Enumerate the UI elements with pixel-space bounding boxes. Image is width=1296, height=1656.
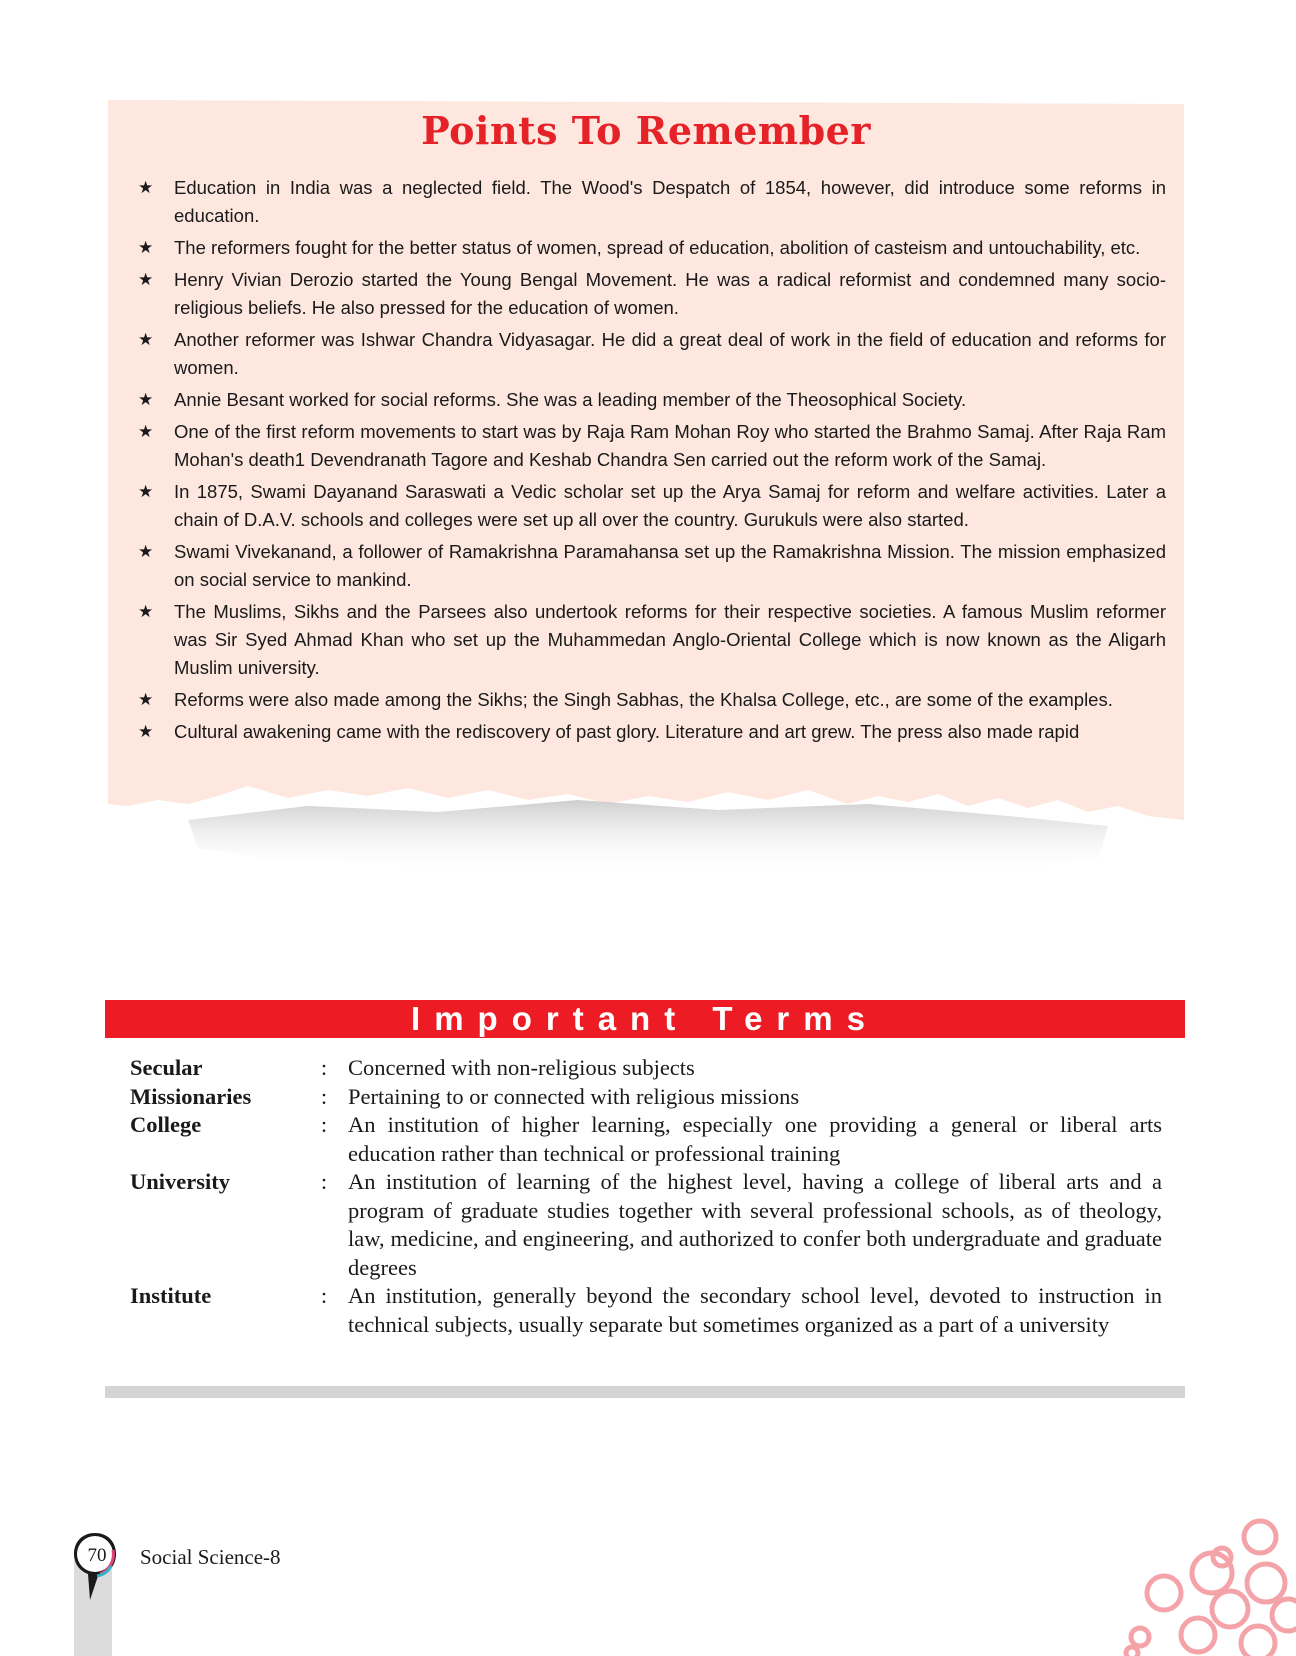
point-text: The Muslims, Sikhs and the Parsees also undertook reforms for their respective societies. A famous Muslim reformer was Sir Syed Ahmad Khan who set up the Muhammedan Anglo-Oriental College which is now known as the Aligarh Muslim university. (174, 601, 1166, 678)
list-item (138, 386, 1166, 414)
star-bullet-icon: ★ (138, 178, 154, 197)
term-word: College (130, 1112, 202, 1137)
term-row (130, 1282, 1162, 1339)
term-separator: : (320, 1169, 328, 1194)
list-item (138, 234, 1166, 262)
star-bullet-icon: ★ (138, 422, 154, 441)
important-terms-header: Important Terms (105, 1000, 1185, 1038)
list-item (138, 174, 1166, 230)
list-item (138, 418, 1166, 474)
point-text: In 1875, Swami Dayanand Saraswati a Vedic scholar set up the Arya Samaj for reform and welfare activities. Later a chain of D.A.V. schools and colleges were set up all over the country. Gurukuls were also started. (174, 481, 1166, 530)
term-word: Secular (130, 1055, 203, 1080)
term-separator: : (320, 1283, 328, 1308)
list-item (138, 718, 1166, 746)
term-row (130, 1054, 1162, 1083)
page-number: 70 (87, 1545, 107, 1566)
term-word: University (130, 1169, 230, 1194)
point-text: Annie Besant worked for social reforms. She was a leading member of the Theosophical Society. (174, 389, 967, 410)
list-item (138, 538, 1166, 594)
star-bullet-icon: ★ (138, 270, 154, 289)
point-text: One of the first reform movements to start was by Raja Ram Mohan Roy who started the Brahmo Samaj. After Raja Ram Mohan's death1 Devendranath Tagore and Keshab Chandra Sen carried out the reform work of the Samaj. (174, 421, 1166, 470)
list-item (138, 686, 1166, 714)
point-text: Education in India was a neglected field. The Wood's Despatch of 1854, however, did introduce some reforms in education. (174, 177, 1166, 226)
term-definition: An institution of higher learning, especially one providing a general or liberal arts education rather than technical or professional training (348, 1112, 1162, 1166)
star-bullet-icon: ★ (138, 690, 154, 709)
star-bullet-icon: ★ (138, 722, 154, 741)
term-definition: An institution, generally beyond the secondary school level, devoted to instruction in technical subjects, usually separate but sometimes organized as a part of a university (348, 1283, 1162, 1337)
star-bullet-icon: ★ (138, 330, 154, 349)
point-text: Swami Vivekanand, a follower of Ramakrishna Paramahansa set up the Ramakrishna Mission. The mission emphasized on social service to mankind. (174, 541, 1166, 590)
points-to-remember-title: Points To Remember (421, 108, 871, 153)
term-row (130, 1168, 1162, 1282)
point-text: Henry Vivian Derozio started the Young Bengal Movement. He was a radical reformist and condemned many socio-religious beliefs. He also pressed for the education of women. (174, 269, 1166, 318)
term-word: Institute (130, 1283, 212, 1308)
point-text: Cultural awakening came with the rediscovery of past glory. Literature and art grew. The press also made rapid (174, 721, 1080, 742)
star-bullet-icon: ★ (138, 482, 154, 501)
star-bullet-icon: ★ (138, 238, 154, 257)
term-definition: Pertaining to or connected with religious missions (348, 1083, 800, 1109)
star-bullet-icon: ★ (138, 542, 154, 561)
important-terms-table (130, 1054, 1162, 1339)
term-separator: : (320, 1112, 328, 1137)
list-item (138, 478, 1166, 534)
term-row (130, 1111, 1162, 1168)
point-text: Another reformer was Ishwar Chandra Vidyasagar. He did a great deal of work in the field of education and reforms for women. (174, 329, 1166, 378)
list-item (138, 266, 1166, 322)
terms-bottom-rule (105, 1386, 1185, 1398)
list-item (138, 326, 1166, 382)
star-bullet-icon: ★ (138, 602, 154, 621)
decorative-circles-icon (1120, 1515, 1296, 1656)
term-definition: Concerned with non-religious subjects (348, 1055, 695, 1080)
point-text: The reformers fought for the better status of women, spread of education, abolition of casteism and untouchability, etc. (174, 237, 1141, 258)
star-bullet-icon: ★ (138, 390, 154, 409)
book-title: Social Science-8 (140, 1545, 281, 1569)
term-separator: : (320, 1055, 328, 1080)
term-row (130, 1083, 1162, 1112)
point-text: Reforms were also made among the Sikhs; the Singh Sabhas, the Khalsa College, etc., are some of the examples. (174, 689, 1113, 710)
term-definition: An institution of learning of the highest level, having a college of liberal arts and a program of graduate studies together with several professional schools, as of theology, law, medicine, and engineering, and authorized to confer both undergraduate and graduate degrees (348, 1169, 1162, 1280)
list-item (138, 598, 1166, 682)
points-to-remember-panel (108, 100, 1184, 890)
term-word: Missionaries (130, 1083, 252, 1109)
term-separator: : (320, 1083, 328, 1109)
points-list (138, 174, 1166, 750)
